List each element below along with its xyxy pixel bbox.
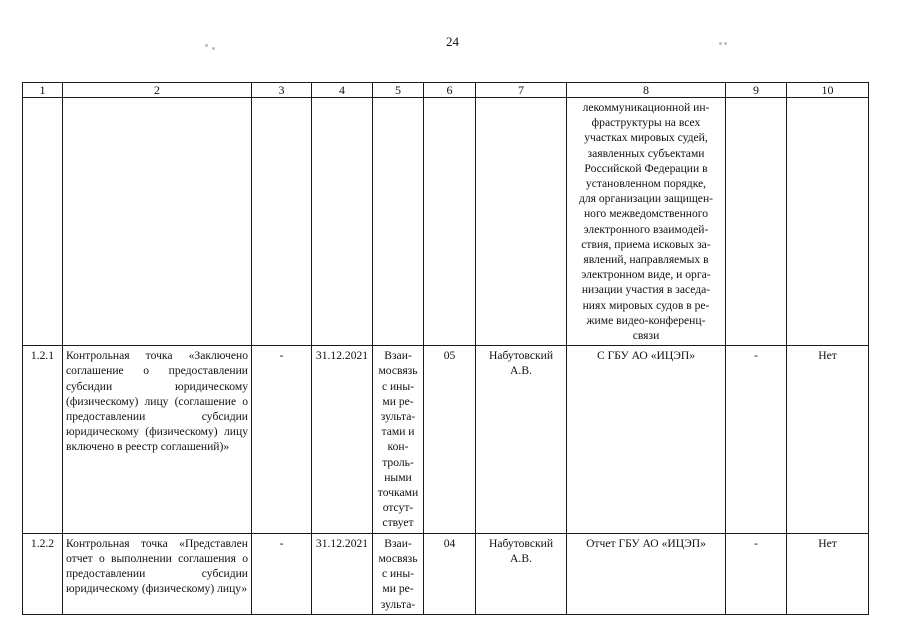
header-cell: 9 (726, 83, 787, 98)
row-date: 31.12.2021 (312, 346, 373, 533)
header-cell: 2 (63, 83, 252, 98)
cell-col8: Отчет ГБУ АО «ИЦЭП» (567, 533, 726, 614)
cell-col3: - (252, 533, 312, 614)
cell-col6: 05 (424, 346, 476, 533)
table-row (23, 346, 869, 533)
row-responsible: Набутовский А.В. (476, 346, 567, 533)
header-cell: 8 (567, 83, 726, 98)
page-number: 24 (446, 34, 459, 49)
header-cell: 1 (23, 83, 63, 98)
header-cell: 5 (373, 83, 424, 98)
cell-col6: 04 (424, 533, 476, 614)
table-row (23, 533, 869, 614)
empty-cell (373, 98, 424, 346)
scan-speck (719, 42, 722, 45)
cell-col3: - (252, 346, 312, 533)
header-cell: 7 (476, 83, 567, 98)
empty-cell (787, 98, 869, 346)
cell-col10: Нет (787, 533, 869, 614)
row-description: Контрольная точка «Представлен отчет о выполнении соглашения о предоставлении субсидии юридическому (физическому) лицу» (63, 533, 252, 614)
scan-speck (205, 44, 208, 47)
header-cell: 10 (787, 83, 869, 98)
cell-col10: Нет (787, 346, 869, 533)
row-number: 1.2.1 (23, 346, 63, 533)
header-cell: 4 (312, 83, 373, 98)
result-text-continuation: лекоммуникационной ин- фраструктуры на всех участках мировых судей, заявленных субъектами Российской Федерации в установленном порядке, для организации защищен- ного межведомственного электронного взаимодей- ствия, приема исковых за- явлений, направляемых в электронном виде, и орга- низации участия в заседа- ниях мировых судов в ре- жиме видео-конференц- связи (567, 98, 726, 346)
empty-cell (726, 98, 787, 346)
cell-col9: - (726, 533, 787, 614)
empty-cell (476, 98, 567, 346)
empty-cell (63, 98, 252, 346)
header-cell: 6 (424, 83, 476, 98)
empty-cell (252, 98, 312, 346)
report-table (22, 82, 869, 615)
cell-col8: С ГБУ АО «ИЦЭП» (567, 346, 726, 533)
cell-col5: Взаи- мосвязь с ины- ми ре- зульта- (373, 533, 424, 614)
row-responsible: Набутовский А.В. (476, 533, 567, 614)
cell-col9: - (726, 346, 787, 533)
scan-speck (724, 42, 727, 45)
empty-cell (23, 98, 63, 346)
row-description: Контрольная точка «Заключено соглашение о предоставлении субсидии юридическому (физическому) лицу (соглашение о предоставлении субсидии юридическому (физическому) лицу включено в реестр соглашений)» (63, 346, 252, 533)
cell-col5: Взаи- мосвязь с ины- ми ре- зульта- тами и кон- троль- ными точками отсут- ствует (373, 346, 424, 533)
row-date: 31.12.2021 (312, 533, 373, 614)
table-row-continuation (23, 98, 869, 346)
scan-speck (212, 47, 215, 50)
row-number: 1.2.2 (23, 533, 63, 614)
header-cell: 3 (252, 83, 312, 98)
empty-cell (312, 98, 373, 346)
empty-cell (424, 98, 476, 346)
header-row (23, 83, 869, 98)
